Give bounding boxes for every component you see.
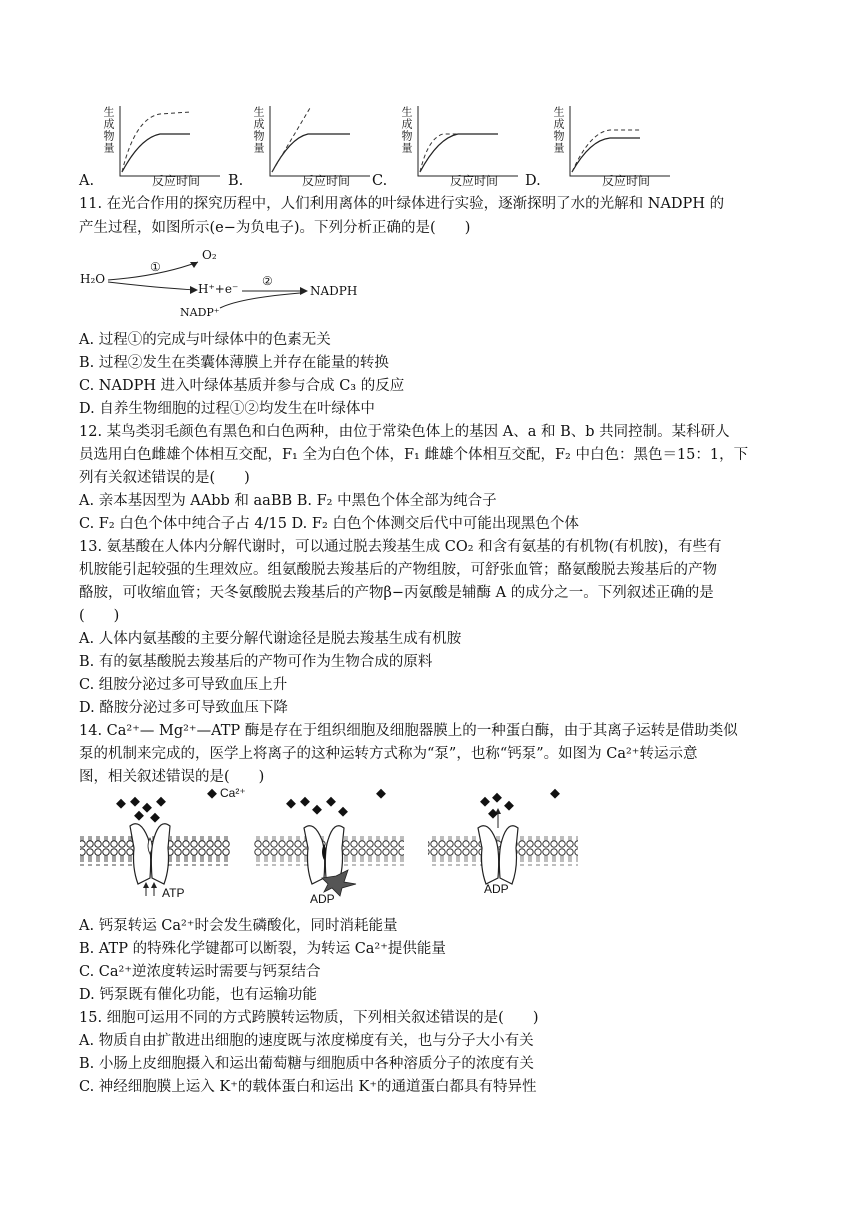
q14-stem-line1: 14. Ca²⁺— Mg²⁺—ATP 酶是存在于组织细胞及细胞器膜上的一种蛋白酶，由于其离子运转是借助类似 — [79, 723, 738, 739]
q11-option-a: A. 过程①的完成与叶绿体中的色素无关 — [79, 332, 331, 348]
q12-stem-line3: 列有关叙述错误的是( ) — [79, 470, 250, 486]
o2-label: O₂ — [202, 248, 217, 262]
q11-stem-line1: 11. 在光合作用的探究历程中，人们利用离体的叶绿体进行实验，逐渐探明了水的光解和 NADPH 的 — [79, 196, 725, 212]
q12-stem-line2: 员选用白色雌雄个体相互交配，F₁ 全为白色个体，F₁ 雌雄个体相互交配，F₂ 中白色：黑色＝15：1，下 — [79, 447, 749, 463]
graph-a — [100, 98, 250, 190]
graph-b-xlabel: 反应时间 — [302, 174, 351, 188]
option-b-label: B. — [228, 173, 244, 189]
q14-option-d: D. 钙泵既有催化功能，也有运输功能 — [79, 987, 317, 1003]
atp-label: ATP — [162, 886, 185, 900]
q11-option-b: B. 过程②发生在类囊体薄膜上并存在能量的转换 — [79, 355, 389, 371]
q12-options-cd: C. F₂ 白色个体中纯合子占 4/15 D. F₂ 白色个体测交后代中可能出现黑色个体 — [79, 516, 579, 532]
step2-label: ② — [262, 274, 273, 288]
q14-option-b: B. ATP 的特殊化学键都可以断裂，为转运 Ca²⁺提供能量 — [79, 941, 446, 957]
graph-d-xlabel: 反应时间 — [602, 174, 651, 188]
option-a-label: A. — [79, 173, 95, 189]
q11-option-d: D. 自养生物细胞的过程①②均发生在叶绿体中 — [79, 401, 375, 417]
calcium-pump-diagram — [78, 788, 608, 906]
q12-stem-line1: 12. 某鸟类羽毛颜色有黑色和白色两种，由位于常染色体上的基因 A、a 和 B、b 共同控制。某科研人 — [79, 424, 730, 440]
q15-option-a: A. 物质自由扩散进出细胞的速度既与浓度梯度有关，也与分子大小有关 — [79, 1033, 534, 1049]
q14-stem-line2: 泵的机制来完成的，医学上将离子的这种运转方式称为“泵”，也称“钙泵”。如图为 Ca²⁺转运示意 — [79, 746, 698, 762]
graph-b — [250, 98, 400, 190]
q13-stem-line4: ( ) — [79, 608, 120, 624]
adp-label-2: ADP — [484, 882, 509, 896]
graph-b-ylabel: 生成物量 — [252, 106, 265, 154]
q13-option-d: D. 酪胺分泌过多可导致血压下降 — [79, 700, 288, 716]
nadp-label: NADP⁺ — [180, 306, 220, 319]
q13-option-a: A. 人体内氨基酸的主要分解代谢途径是脱去羧基生成有机胺 — [79, 631, 462, 647]
h2o-label: H₂O — [80, 272, 106, 286]
q13-stem-line1: 13. 氨基酸在人体内分解代谢时，可以通过脱去羧基生成 CO₂ 和含有氨基的有机物(有机胺)，有些有 — [79, 539, 722, 555]
q14-option-c: C. Ca²⁺逆浓度转运时需要与钙泵结合 — [79, 964, 321, 980]
q14-stem-line3: 图，相关叙述错误的是( ) — [79, 769, 265, 785]
q11-diagram — [80, 244, 380, 324]
nadph-label: NADPH — [310, 284, 358, 298]
q15-stem-line1: 15. 细胞可运用不同的方式跨膜转运物质，下列相关叙述错误的是( ) — [79, 1010, 539, 1026]
q11-stem-line2: 产生过程，如图所示(e−为负电子)。下列分析正确的是( ) — [79, 220, 471, 236]
ca-legend-label: Ca²⁺ — [220, 786, 246, 800]
q13-option-b: B. 有的氨基酸脱去羧基后的产物可作为生物合成的原料 — [79, 654, 433, 670]
q12-options-ab: A. 亲本基因型为 AAbb 和 aaBB B. F₂ 中黑色个体全部为纯合子 — [79, 493, 497, 509]
graph-a-xlabel: 反应时间 — [152, 174, 201, 188]
q13-stem-line2: 机胺能引起较强的生理效应。组氨酸脱去羧基后的产物组胺，可舒张血管；酪氨酸脱去羧基后的产物 — [79, 562, 717, 578]
option-d-label: D. — [525, 173, 541, 189]
q13-option-c: C. 组胺分泌过多可导致血压上升 — [79, 677, 288, 693]
q14-option-a: A. 钙泵转运 Ca²⁺时会发生磷酸化，同时消耗能量 — [79, 918, 398, 934]
adp-label-1: ADP — [310, 892, 335, 906]
graph-c — [398, 98, 548, 190]
q13-stem-line3: 酪胺，可收缩血管；天冬氨酸脱去羧基后的产物β−丙氨酸是辅酶 A 的成分之一。下列叙述正确的是 — [79, 585, 714, 601]
q11-option-c: C. NADPH 进入叶绿体基质并参与合成 C₃ 的反应 — [79, 378, 405, 394]
graph-a-ylabel: 生成物量 — [102, 106, 115, 154]
option-c-label: C. — [372, 173, 388, 189]
graph-d — [550, 98, 700, 190]
h-e-label: H⁺+e⁻ — [198, 282, 239, 296]
graph-c-ylabel: 生成物量 — [400, 106, 413, 154]
graph-d-ylabel: 生成物量 — [552, 106, 565, 154]
step1-label: ① — [150, 260, 161, 274]
q15-option-b: B. 小肠上皮细胞摄入和运出葡萄糖与细胞质中各种溶质分子的浓度有关 — [79, 1056, 534, 1072]
calcium-pump-illustration — [78, 788, 608, 906]
q15-option-c: C. 神经细胞膜上运入 K⁺的载体蛋白和运出 K⁺的通道蛋白都具有特异性 — [79, 1079, 537, 1095]
graph-c-xlabel: 反应时间 — [450, 174, 499, 188]
